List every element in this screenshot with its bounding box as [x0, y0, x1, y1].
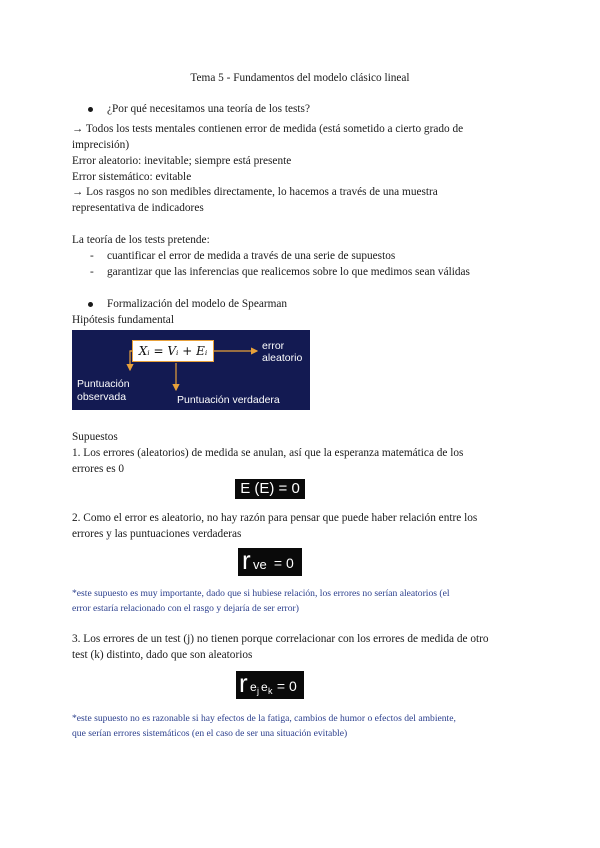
bullet-spearman: Formalización del modelo de Spearman	[107, 298, 288, 310]
text-line: errores y las puntuaciones verdaderas	[72, 528, 242, 540]
text-line: imprecisión)	[72, 139, 130, 151]
label-error-1: error	[262, 340, 285, 352]
equation-2	[238, 545, 302, 576]
eq3-subsub-j: j	[257, 686, 259, 696]
eq2-rest: = 0	[270, 555, 294, 571]
bullet-dot	[88, 107, 93, 112]
formula-box: Xᵢ = Vᵢ + Eᵢ	[132, 340, 214, 362]
equation-1: E (E) = 0	[235, 479, 305, 499]
supuestos-heading: Supuestos	[72, 431, 118, 443]
dash-marker: -	[90, 250, 94, 262]
text-line: 3. Los errores de un test (j) no tienen porque correlacionar con los errores de medida de otro	[72, 633, 489, 645]
bullet-question: ¿Por qué necesitamos una teoría de los tests?	[107, 103, 310, 115]
text-line: Error sistemático: evitable	[72, 171, 192, 183]
list-item: garantizar que las inferencias que realicemos sobre lo que medimos sean válidas	[107, 266, 470, 278]
text-line: → Todos los tests mentales contienen error de medida (está sometido a cierto grado de	[72, 123, 464, 135]
text-line: 1. Los errores (aleatorios) de medida se anulan, así que la esperanza matemática de los	[72, 447, 464, 459]
equation-3	[236, 668, 304, 699]
text-line: 2. Como el error es aleatorio, no hay razón para pensar que puede haber relación entre los	[72, 512, 478, 524]
eq3-sub-e1: e	[250, 680, 257, 694]
text-line: test (k) distinto, dado que son aleatorios	[72, 649, 253, 661]
label-observed-1: Puntuación	[77, 378, 130, 390]
bullet-dot	[88, 302, 93, 307]
text-line: errores es 0	[72, 463, 125, 475]
label-true-score: Puntuación verdadera	[177, 394, 280, 406]
label-error-2: aleatorio	[262, 352, 303, 364]
eq2-sub: ve	[253, 557, 267, 572]
subtitle: Hipótesis fundamental	[72, 314, 174, 326]
eq2-r: r	[242, 545, 251, 575]
dash-marker: -	[90, 266, 94, 278]
eq3-subsub-k: k	[268, 686, 273, 696]
text-line: representativa de indicadores	[72, 202, 204, 214]
note-line: error estaría relacionado con el rasgo y dejaría de ser error)	[72, 603, 299, 614]
list-item: cuantificar el error de medida a través de una serie de supuestos	[107, 250, 396, 262]
note-line: *este supuesto es muy importante, dado que si hubiese relación, los errores no serían aleatorios (el	[72, 588, 450, 599]
note-line: que serían errores sistemáticos (en el caso de ser una situación evitable)	[72, 728, 348, 739]
text-line: Error aleatorio: inevitable; siempre está presente	[72, 155, 292, 167]
text-line: → Los rasgos no son medibles directamente, lo hacemos a través de una muestra	[72, 186, 438, 198]
eq3-rest: = 0	[273, 678, 297, 694]
text-line: La teoría de los tests pretende:	[72, 234, 210, 246]
eq3-sub-e2: e	[261, 680, 268, 694]
label-observed-2: observada	[77, 391, 127, 403]
spearman-diagram	[72, 330, 310, 410]
eq3-r: r	[239, 668, 248, 698]
page-title: Tema 5 - Fundamentos del modelo clásico lineal	[190, 72, 410, 84]
note-line: *este supuesto no es razonable si hay efectos de la fatiga, cambios de humor o efectos del ambiente,	[72, 713, 456, 724]
